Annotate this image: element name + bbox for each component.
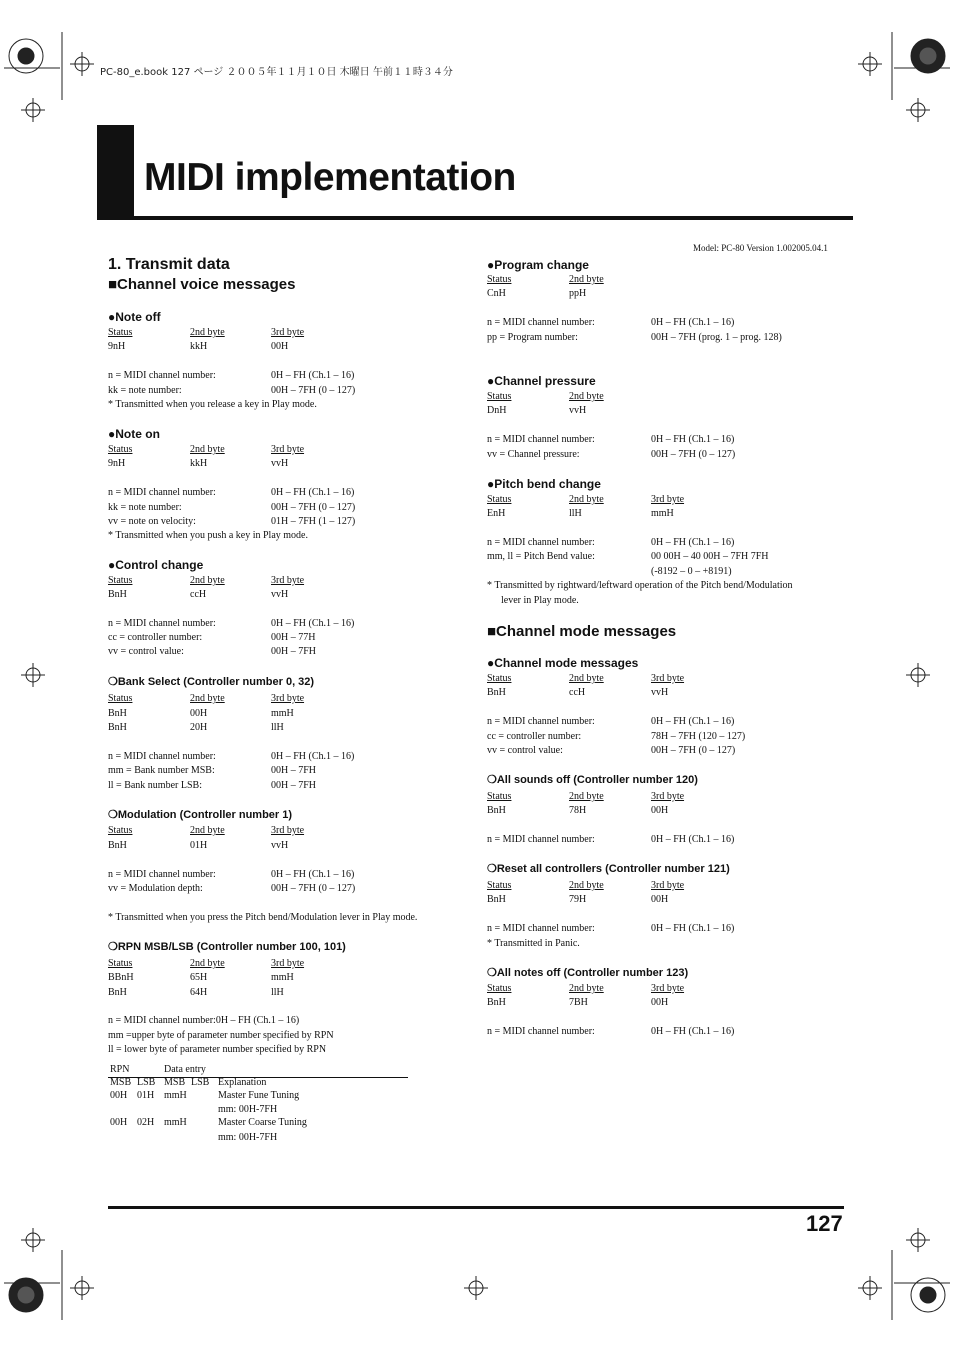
cell: 7BH <box>569 997 588 1008</box>
param-value: 78H – 7FH (120 – 127) <box>651 731 746 742</box>
param-label: n = MIDI channel number: <box>108 487 216 498</box>
rpn-table-cell: 02H <box>137 1117 155 1128</box>
cell: ccH <box>190 589 207 600</box>
col-3rd-byte: 3rd byte <box>271 825 305 836</box>
col-status: Status <box>108 444 133 455</box>
param-label: n = MIDI channel number: <box>108 370 216 381</box>
rpn-table-cell: 00H <box>110 1117 128 1128</box>
col-2nd-byte: 2nd byte <box>190 825 225 836</box>
col-status: Status <box>487 673 512 684</box>
cell: llH <box>569 508 582 519</box>
page-title: MIDI implementation <box>144 156 516 199</box>
col-2nd-byte: 2nd byte <box>569 391 604 402</box>
footnote: * Transmitted by rightward/leftward operation of the Pitch bend/Modulation <box>487 580 793 591</box>
model-version: Model: PC-80 Version 1.002005.04.1 <box>693 243 828 253</box>
rpn-table-header: Data entry <box>164 1064 206 1075</box>
page-number: 127 <box>806 1211 843 1236</box>
title-block-bar <box>97 125 134 218</box>
col-3rd-byte: 3rd byte <box>271 958 305 969</box>
col-status: Status <box>487 791 512 802</box>
param-label: n = MIDI channel number: <box>487 317 595 328</box>
col-3rd-byte: 3rd byte <box>271 327 305 338</box>
param-value: 0H – FH (Ch.1 – 16) <box>651 1026 735 1037</box>
col-2nd-byte: 2nd byte <box>190 327 225 338</box>
col-status: Status <box>487 274 512 285</box>
col-2nd-byte: 2nd byte <box>569 983 604 994</box>
note-on-title: ●Note on <box>108 427 160 441</box>
section-heading-transmit: 1. Transmit data <box>108 256 230 273</box>
param-value: 00H – 77H <box>271 632 316 643</box>
footnote: * Transmitted when you push a key in Play mode. <box>108 530 308 541</box>
title-rule <box>97 216 853 220</box>
all-notes-off-title: ❍All notes off (Controller number 123) <box>487 967 689 979</box>
cell: BnH <box>108 589 127 600</box>
param-label: n = MIDI channel number: <box>487 434 595 445</box>
cell: BnH <box>108 722 127 733</box>
param-value: 00H – 7FH (0 – 127) <box>651 449 736 460</box>
col-status: Status <box>108 825 133 836</box>
cell: DnH <box>487 405 507 416</box>
cell: 00H <box>651 894 669 905</box>
param-label: vv = Channel pressure: <box>487 449 580 460</box>
col-3rd-byte: 3rd byte <box>271 693 305 704</box>
param-label: ll = Bank number LSB: <box>108 780 202 791</box>
rpn-table-cell: 00H <box>110 1090 128 1101</box>
cell: 00H <box>190 708 208 719</box>
col-2nd-byte: 2nd byte <box>190 575 225 586</box>
cell: kkH <box>190 341 208 352</box>
col-status: Status <box>108 693 133 704</box>
col-3rd-byte: 3rd byte <box>271 575 305 586</box>
cell: BnH <box>108 708 127 719</box>
cell: mmH <box>651 508 674 519</box>
cell: 01H <box>190 840 208 851</box>
channel-pressure-title: ●Channel pressure <box>487 374 596 388</box>
cell: kkH <box>190 458 208 469</box>
param-label: vv = Modulation depth: <box>108 883 203 894</box>
param-label: n = MIDI channel number: <box>108 618 216 629</box>
rpn-table-header: MSB <box>110 1077 132 1088</box>
col-2nd-byte: 2nd byte <box>569 673 604 684</box>
col-2nd-byte: 2nd byte <box>569 880 604 891</box>
param-value: 00H – 7FH (0 – 127) <box>651 745 736 756</box>
col-2nd-byte: 2nd byte <box>190 958 225 969</box>
param-value: 0H – FH (Ch.1 – 16) <box>651 434 735 445</box>
rpn-table-cell: mmH <box>164 1090 187 1101</box>
col-2nd-byte: 2nd byte <box>190 693 225 704</box>
param-label: pp = Program number: <box>487 332 578 343</box>
param-label: vv = note on velocity: <box>108 516 196 527</box>
param-label: n = MIDI channel number: <box>487 1026 595 1037</box>
cell: vvH <box>271 840 289 851</box>
cell: 9nH <box>108 458 126 469</box>
footnote: * Transmitted when you press the Pitch bend/Modulation lever in Play mode. <box>108 912 418 923</box>
param-value: 0H – FH (Ch.1 – 16) <box>651 834 735 845</box>
control-change-title: ●Control change <box>108 558 204 572</box>
cell: 9nH <box>108 341 126 352</box>
param-label: n = MIDI channel number: <box>487 716 595 727</box>
param-label: cc = controller number: <box>487 731 582 742</box>
book-header: PC-80_e.book 127 ページ ２００５年１１月１０日 木曜日 午前１１時３４分 <box>100 67 453 78</box>
col-status: Status <box>487 880 512 891</box>
reset-all-title: ❍Reset all controllers (Controller number 121) <box>487 863 730 875</box>
col-2nd-byte: 2nd byte <box>190 444 225 455</box>
param-value: 0H – FH (Ch.1 – 16) <box>271 370 355 381</box>
rpn-table-header: MSB <box>164 1077 186 1088</box>
modulation-title: ❍Modulation (Controller number 1) <box>108 809 293 821</box>
param-value: 0H – FH (Ch.1 – 16) <box>651 716 735 727</box>
param-label: n = MIDI channel number: <box>487 834 595 845</box>
col-3rd-byte: 3rd byte <box>651 673 685 684</box>
col-status: Status <box>108 958 133 969</box>
cell: mmH <box>271 972 294 983</box>
bank-select-title: ❍Bank Select (Controller number 0, 32) <box>108 676 315 688</box>
cell: llH <box>271 722 284 733</box>
cell: ppH <box>569 288 587 299</box>
param-value: 00H – 7FH (0 – 127) <box>271 883 356 894</box>
col-status: Status <box>487 983 512 994</box>
param-value: 00H – 7FH (0 – 127) <box>271 385 356 396</box>
col-2nd-byte: 2nd byte <box>569 494 604 505</box>
cell: vvH <box>569 405 587 416</box>
cell: mmH <box>271 708 294 719</box>
param-value: 00H – 7FH (0 – 127) <box>271 502 356 513</box>
param-value: 0H – FH (Ch.1 – 16) <box>651 537 735 548</box>
cell: vvH <box>271 589 289 600</box>
param-value: 0H – FH (Ch.1 – 16) <box>651 923 735 934</box>
param-label: kk = note number: <box>108 502 182 513</box>
rpn-table-header: Explanation <box>218 1077 267 1088</box>
param-value: 00 00H – 40 00H – 7FH 7FH <box>651 551 769 562</box>
footnote: lever in Play mode. <box>501 595 579 606</box>
cell: 64H <box>190 987 208 998</box>
subsection-channel-mode: ■Channel mode messages <box>487 623 677 640</box>
param-value: 00H – 7FH <box>271 646 317 657</box>
param-label: mm = Bank number MSB: <box>108 765 215 776</box>
all-sounds-off-title: ❍All sounds off (Controller number 120) <box>487 774 698 786</box>
cell: BnH <box>487 997 506 1008</box>
param-value: 00H – 7FH <box>271 780 317 791</box>
param-label: n = MIDI channel number: <box>108 869 216 880</box>
cell: CnH <box>487 288 506 299</box>
param-label: vv = control value: <box>108 646 184 657</box>
rpn-title: ❍RPN MSB/LSB (Controller number 100, 101) <box>108 941 346 953</box>
param-label: cc = controller number: <box>108 632 203 643</box>
cell: 79H <box>569 894 587 905</box>
col-3rd-byte: 3rd byte <box>651 983 685 994</box>
param-value: 0H – FH (Ch.1 – 16) <box>651 317 735 328</box>
rpn-table-cell: Master Fune Tuning <box>218 1090 300 1101</box>
rpn-table-cell: mm: 00H-7FH <box>218 1132 278 1143</box>
cell: BnH <box>487 805 506 816</box>
cell: BnH <box>487 894 506 905</box>
cell: EnH <box>487 508 506 519</box>
cell: 65H <box>190 972 208 983</box>
channel-mode-title: ●Channel mode messages <box>487 656 639 670</box>
cell: 20H <box>190 722 208 733</box>
param-label: n = MIDI channel number: <box>487 923 595 934</box>
cell: BnH <box>487 687 506 698</box>
cell: BnH <box>108 840 127 851</box>
param-value: 0H – FH (Ch.1 – 16) <box>271 618 355 629</box>
col-status: Status <box>487 391 512 402</box>
col-status: Status <box>108 327 133 338</box>
param-value: 01H – 7FH (1 – 127) <box>271 516 356 527</box>
cell: ccH <box>569 687 586 698</box>
rpn-table-cell: mm: 00H-7FH <box>218 1104 278 1115</box>
col-status: Status <box>487 494 512 505</box>
rpn-table-cell: mmH <box>164 1117 187 1128</box>
footnote: * Transmitted when you release a key in Play mode. <box>108 399 317 410</box>
rpn-line: n = MIDI channel number:0H – FH (Ch.1 – 16) <box>108 1015 300 1026</box>
rpn-table-cell: 01H <box>137 1090 155 1101</box>
cell: 00H <box>651 805 669 816</box>
col-3rd-byte: 3rd byte <box>651 880 685 891</box>
rpn-table-header: RPN <box>110 1064 130 1075</box>
note-off-title: ●Note off <box>108 310 161 324</box>
param-value: (-8192 – 0 – +8191) <box>651 566 732 577</box>
footer-rule <box>108 1206 844 1209</box>
cell: vvH <box>651 687 669 698</box>
col-3rd-byte: 3rd byte <box>651 791 685 802</box>
param-label: mm, ll = Pitch Bend value: <box>487 551 595 562</box>
rpn-table-header: LSB <box>191 1077 210 1088</box>
param-value: 0H – FH (Ch.1 – 16) <box>271 751 355 762</box>
param-value: 0H – FH (Ch.1 – 16) <box>271 487 355 498</box>
col-3rd-byte: 3rd byte <box>271 444 305 455</box>
param-label: vv = control value: <box>487 745 563 756</box>
rpn-line: mm =upper byte of parameter number specified by RPN <box>108 1030 334 1041</box>
footnote: * Transmitted in Panic. <box>487 938 580 949</box>
param-label: n = MIDI channel number: <box>108 751 216 762</box>
param-label: kk = note number: <box>108 385 182 396</box>
col-status: Status <box>108 575 133 586</box>
cell: vvH <box>271 458 289 469</box>
cell: BnH <box>108 987 127 998</box>
cell: llH <box>271 987 284 998</box>
pitch-bend-title: ●Pitch bend change <box>487 477 601 491</box>
col-2nd-byte: 2nd byte <box>569 274 604 285</box>
col-2nd-byte: 2nd byte <box>569 791 604 802</box>
cell: 00H <box>271 341 289 352</box>
rpn-table-cell: Master Coarse Tuning <box>218 1117 307 1128</box>
param-value: 0H – FH (Ch.1 – 16) <box>271 869 355 880</box>
cell: 78H <box>569 805 587 816</box>
param-value: 00H – 7FH <box>271 765 317 776</box>
rpn-line: ll = lower byte of parameter number specified by RPN <box>108 1044 327 1055</box>
col-3rd-byte: 3rd byte <box>651 494 685 505</box>
subsection-channel-voice: ■Channel voice messages <box>108 276 296 293</box>
rpn-table-header: LSB <box>137 1077 156 1088</box>
cell: BBnH <box>108 972 134 983</box>
cell: 00H <box>651 997 669 1008</box>
param-value: 00H – 7FH (prog. 1 – prog. 128) <box>651 332 782 343</box>
param-label: n = MIDI channel number: <box>487 537 595 548</box>
program-change-title: ●Program change <box>487 258 589 272</box>
